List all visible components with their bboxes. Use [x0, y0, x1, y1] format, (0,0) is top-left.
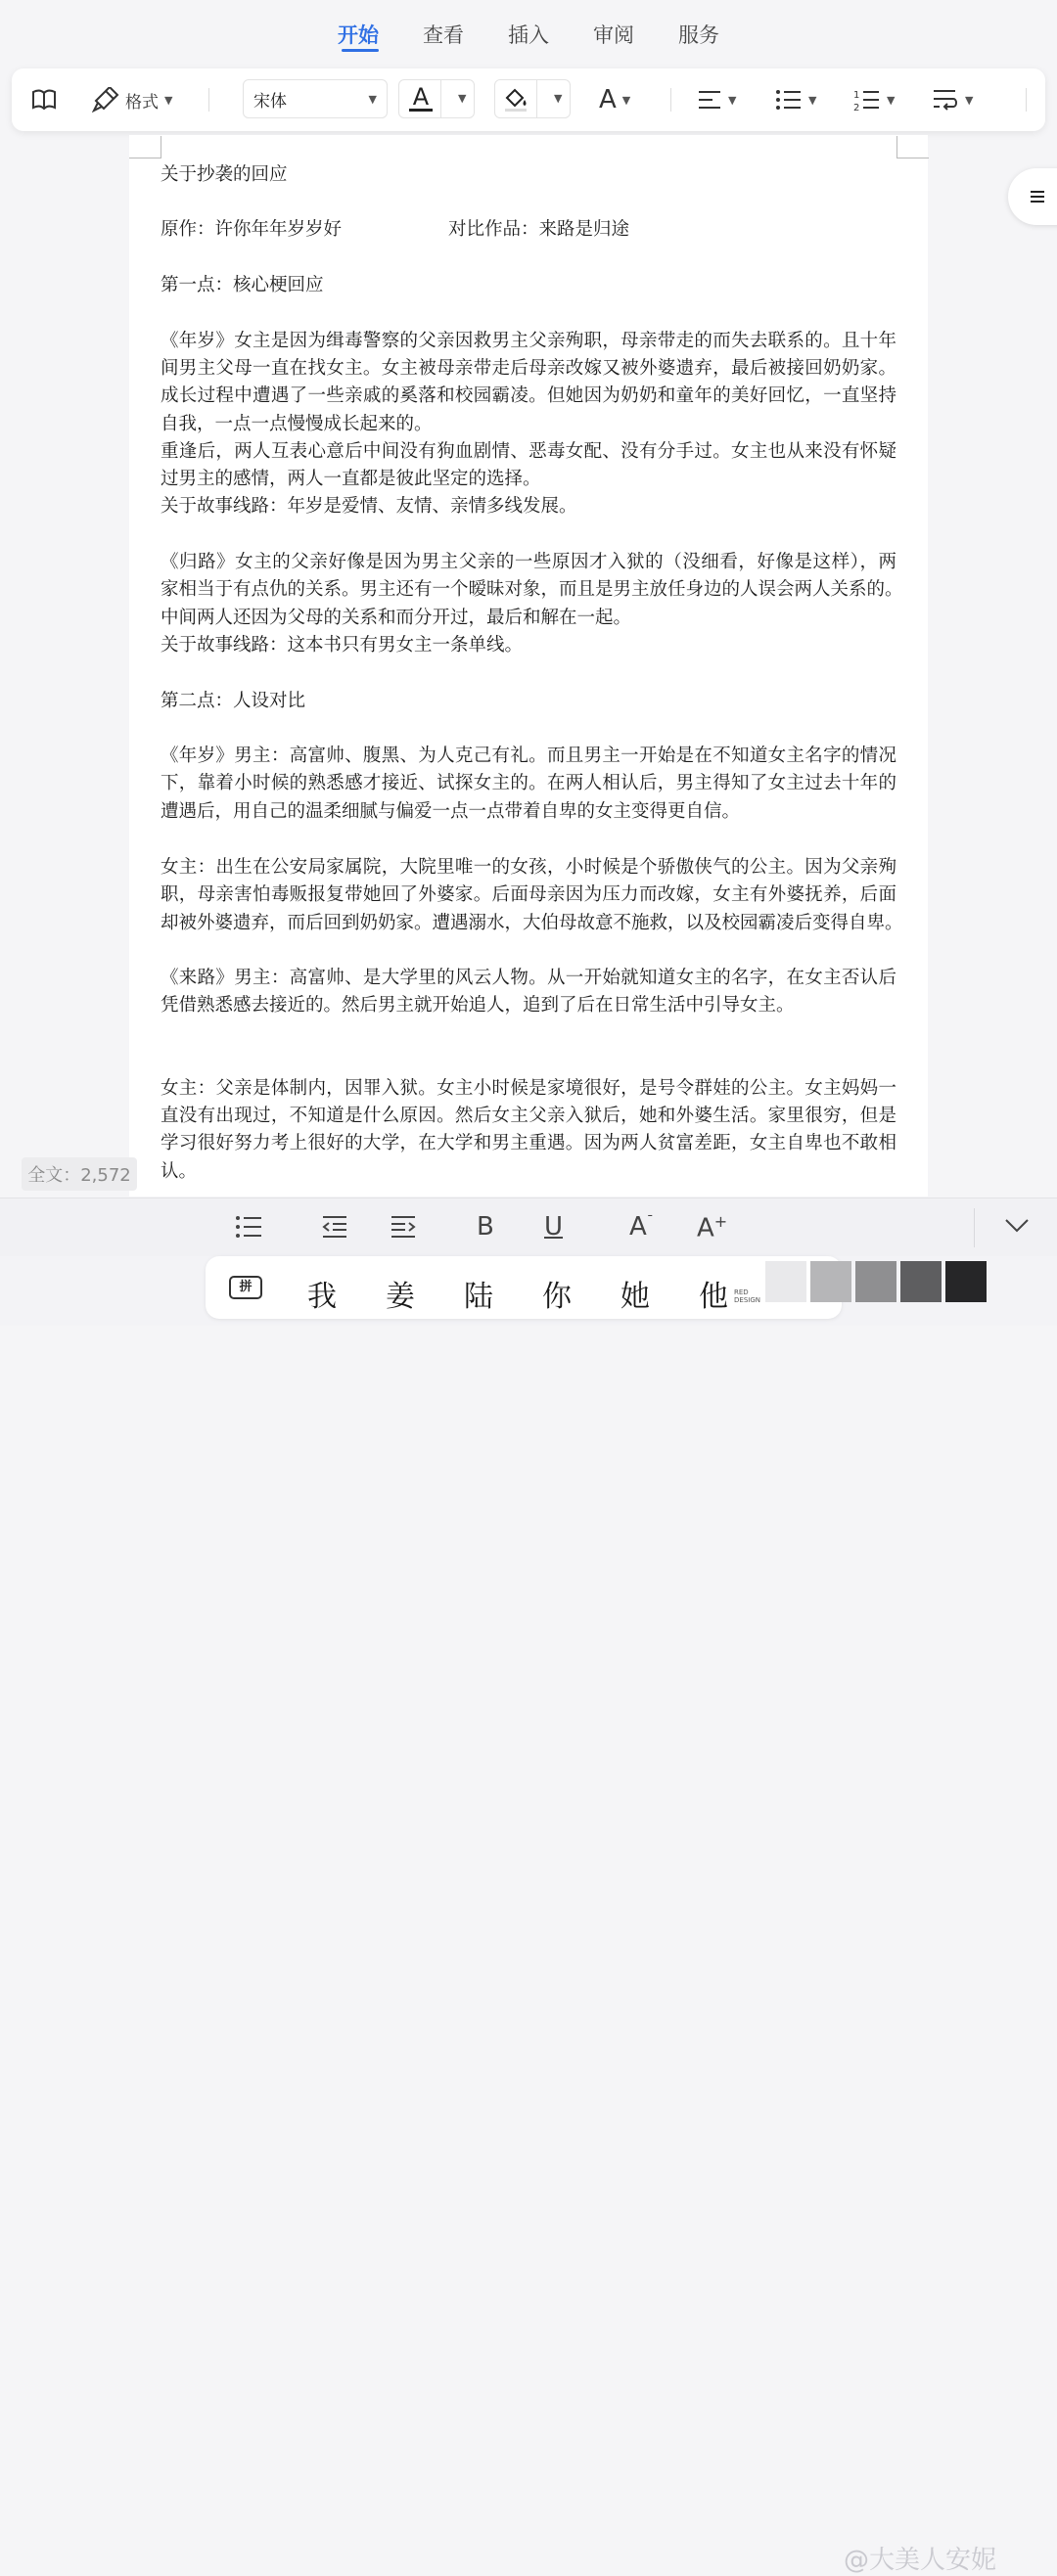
pinyin-mode-icon[interactable]: 拼 [229, 1276, 262, 1299]
document-title: 关于抄袭的回应 [161, 164, 288, 185]
fill-color-control [494, 79, 571, 118]
ime-candidate-bar [0, 1256, 1057, 2575]
chevron-down-icon: ▼ [368, 92, 377, 106]
paragraph-line: 《年岁》女主是因为缉毒警察的父亲因救男主父亲殉职，母亲带走的而失去联系的。且十年 [161, 331, 896, 351]
increase-font-button[interactable]: A+ [697, 1212, 728, 1243]
keyboard-format-bar [0, 1198, 1057, 1257]
candidate-word[interactable]: 姜 [386, 1280, 415, 1314]
paragraph-line: 《年岁》男主：高富帅、腹黑、为人克己有礼。而且男主一开始是在不知道女主名字的情况 [161, 746, 896, 766]
section-heading: 第一点：核心梗回应 [161, 275, 324, 295]
watermark: @大美人安妮 [844, 2546, 997, 2575]
color-swatch [900, 1261, 942, 1302]
candidate-word[interactable]: 你 [542, 1280, 572, 1314]
tab-review[interactable]: 审阅 [593, 23, 634, 47]
paragraph-line: 直没有出现过，不知道是什么原因。然后女主父亲入狱后，她和外婆生活。家里很穷，但是 [161, 1106, 896, 1126]
font-color-dropdown[interactable]: ▼ [458, 92, 467, 105]
bullet-list-icon [775, 89, 803, 111]
candidate-word[interactable]: 我 [307, 1280, 337, 1314]
numbered-list-icon [853, 87, 881, 113]
decrease-font-button[interactable]: A¯ [629, 1212, 654, 1242]
underline-button[interactable]: U [544, 1212, 564, 1242]
paragraph-line: 下，靠着小时候的熟悉感才接近、试探女主的。在两人相认后，男主得知了女主过去十年的 [161, 773, 896, 793]
paragraph-line: 中间两人还因为父母的关系和而分开过，最后和解在一起。 [161, 608, 632, 628]
fill-color-icon[interactable] [503, 86, 530, 112]
format-brush-icon [92, 87, 119, 113]
format-label: 格式 [125, 92, 159, 113]
font-name-select[interactable] [243, 79, 388, 118]
color-swatch [945, 1261, 987, 1302]
line-spacing-icon [932, 88, 959, 112]
paragraph-line: 遭遇后，用自己的温柔细腻与偏爱一点一点带着自卑的女主变得更自信。 [161, 801, 741, 822]
paragraph-line: 间男主父母一直在找女主。女主被母亲带走后母亲改嫁又被外婆遗弃，最后被接回奶奶家。 [161, 358, 896, 379]
fill-color-dropdown[interactable]: ▼ [554, 92, 563, 105]
chevron-down-icon: ▼ [621, 93, 631, 107]
section-heading: 第二点：人设对比 [161, 691, 306, 711]
tab-insert[interactable]: 插入 [508, 23, 549, 47]
word-count: 全文：2,572 [22, 1157, 137, 1191]
bullet-list-button[interactable] [775, 68, 816, 131]
book-icon[interactable] [31, 68, 57, 131]
color-swatch [765, 1261, 806, 1302]
menu-icon [1030, 190, 1045, 203]
toolbar-divider [208, 88, 209, 112]
paragraph-line: 却被外婆遗弃，而后回到奶奶家。遭遇溺水，大伯母故意不施救，以及校园霸凌后变得自卑。 [161, 913, 903, 933]
chevron-down-icon: ▼ [965, 93, 974, 107]
paragraph-line: 《归路》女主的父亲好像是因为男主父亲的一些原因才入狱的（没细看，好像是这样），两 [161, 552, 896, 572]
page-margin-corner [129, 136, 161, 158]
candidate-word[interactable]: 他 [699, 1280, 728, 1314]
tab-start[interactable]: 开始 [338, 23, 379, 47]
chevron-down-icon: ▼ [887, 93, 896, 107]
svg-text:1: 1 [853, 90, 860, 101]
candidate-word[interactable]: 陆 [464, 1280, 493, 1314]
paragraph-line: 职，母亲害怕毒贩报复带她回了外婆家。后面母亲因为压力而改嫁，女主有外婆抚养，后面 [161, 884, 896, 905]
list-icon[interactable] [235, 1214, 262, 1240]
compare-work: 对比作品：来路是归途 [448, 219, 630, 240]
paragraph-line: 关于故事线路：这本书只有男女主一条单线。 [161, 635, 524, 655]
chevron-down-icon: ▼ [808, 93, 817, 107]
paragraph-line: 认。 [161, 1161, 198, 1182]
paragraph-line: 成长过程中遭遇了一些亲戚的奚落和校园霸凌。但她因为奶奶和童年的美好回忆，一直坚持 [161, 385, 896, 406]
paragraph-line: 重逢后，两人互表心意后中间没有狗血剧情、恶毒女配、没有分手过。女主也从来没有怀疑 [161, 441, 896, 462]
line-spacing-button[interactable] [932, 68, 973, 131]
font-color-icon[interactable]: A [409, 83, 433, 112]
paragraph-line: 女主：出生在公安局家属院，大院里唯一的女孩，小时候是个骄傲侠气的公主。因为父亲殉 [161, 857, 896, 878]
color-swatch [810, 1261, 851, 1302]
align-button[interactable] [697, 68, 736, 131]
font-color-control [398, 79, 475, 118]
toolbar-divider [670, 88, 671, 112]
paragraph-line: 学习很好努力考上很好的大学，在大学和男主重遇。因为两人贫富差距，女主自卑也不敢相 [161, 1133, 896, 1153]
font-size-button[interactable] [599, 68, 630, 131]
bold-button[interactable]: B [477, 1212, 494, 1242]
color-swatch [855, 1261, 896, 1302]
font-name-value: 宋体 [253, 91, 287, 112]
paragraph-line: 《来路》男主：高富帅、是大学里的风云人物。从一开始就知道女主的名字，在女主否认后 [161, 968, 896, 988]
candidate-word[interactable]: 她 [620, 1280, 650, 1314]
brand-label: RED DESIGN [734, 1288, 760, 1304]
page-margin-corner [896, 136, 929, 158]
numbered-list-button[interactable] [853, 68, 895, 131]
chevron-down-icon: ▼ [728, 93, 737, 107]
tab-service[interactable]: 服务 [678, 23, 719, 47]
paragraph-line: 过男主的感情，两人一直都是彼此坚定的选择。 [161, 469, 541, 489]
format-brush-button[interactable] [92, 68, 172, 131]
paragraph-line: 关于故事线路：年岁是爱情、友情、亲情多线发展。 [161, 496, 577, 517]
candidate-panel [206, 1256, 842, 1319]
chevron-down-icon: ▼ [164, 93, 173, 107]
formatting-toolbar [12, 68, 1045, 131]
paragraph-line: 家相当于有点仇的关系。男主还有一个暧昧对象，而且是男主放任身边的人误会两人关系的。 [161, 579, 903, 600]
top-tab-bar [0, 0, 1057, 67]
collapse-chevron-icon[interactable] [1004, 1218, 1030, 1234]
tab-view[interactable]: 查看 [423, 23, 464, 47]
compare-original: 原作：许你年年岁岁好 [161, 219, 343, 240]
outline-menu-button[interactable] [1008, 168, 1057, 225]
align-icon [697, 89, 722, 111]
toolbar-divider [1026, 88, 1027, 112]
increase-indent-icon[interactable] [390, 1214, 417, 1240]
svg-text:2: 2 [853, 103, 860, 113]
font-size-icon: A [599, 85, 617, 114]
decrease-indent-icon[interactable] [321, 1214, 348, 1240]
active-tab-underline [342, 49, 379, 52]
paragraph-line: 女主：父亲是体制内，因罪入狱。女主小时候是家境很好，是号令群娃的公主。女主妈妈一 [161, 1078, 896, 1099]
paragraph-line: 凭借熟悉感去接近的。然后男主就开始追人，追到了后在日常生活中引导女主。 [161, 995, 795, 1016]
paragraph-line: 自我，一点一点慢慢成长起来的。 [161, 414, 433, 434]
